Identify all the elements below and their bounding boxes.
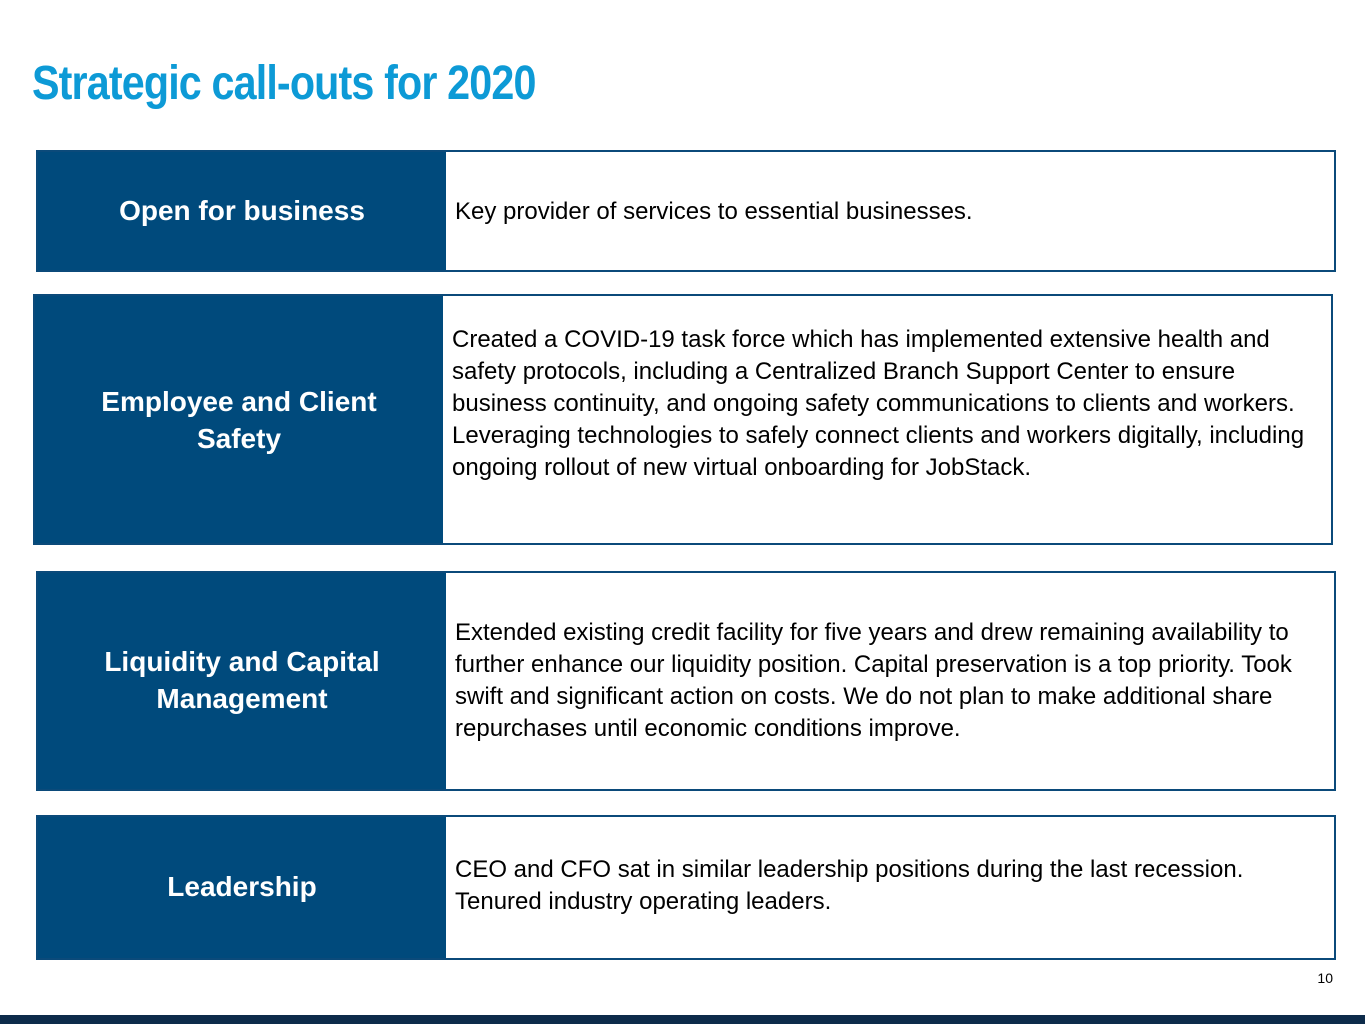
- callout-description: CEO and CFO sat in similar leadership positions during the last recession. Tenured industry operating leaders.: [455, 856, 1244, 915]
- callout-open-for-business: [36, 150, 1336, 272]
- callout-label: Open for business: [38, 152, 446, 270]
- callout-label: Liquidity and Capital Management: [38, 573, 446, 789]
- callout-label: Leadership: [38, 817, 446, 958]
- callout-employee-client-safety: [33, 294, 1333, 545]
- callout-label: Employee and Client Safety: [35, 296, 443, 543]
- callout-description: Key provider of services to essential businesses.: [455, 198, 973, 225]
- callout-liquidity-capital: [36, 571, 1336, 791]
- callout-leadership: [36, 815, 1336, 960]
- page-number: 10: [1317, 970, 1333, 986]
- footer-bar: [0, 1015, 1365, 1024]
- callout-description: Created a COVID-19 task force which has implemented extensive health and safety protocols, including a Centralized Branch Support Center to ensure business continuity, and ongoing safety communications to clients and workers. Leveraging technologies to safely connect clients and workers digitally, including ongoing rollout of new virtual onboarding for JobStack.: [452, 326, 1305, 481]
- slide-title: Strategic call-outs for 2020: [32, 57, 536, 110]
- callout-description: Extended existing credit facility for five years and drew remaining availability to further enhance our liquidity position. Capital preservation is a top priority. Took swift and significant action on costs. We do not plan to make additional share repurchases until economic conditions improve.: [455, 619, 1292, 742]
